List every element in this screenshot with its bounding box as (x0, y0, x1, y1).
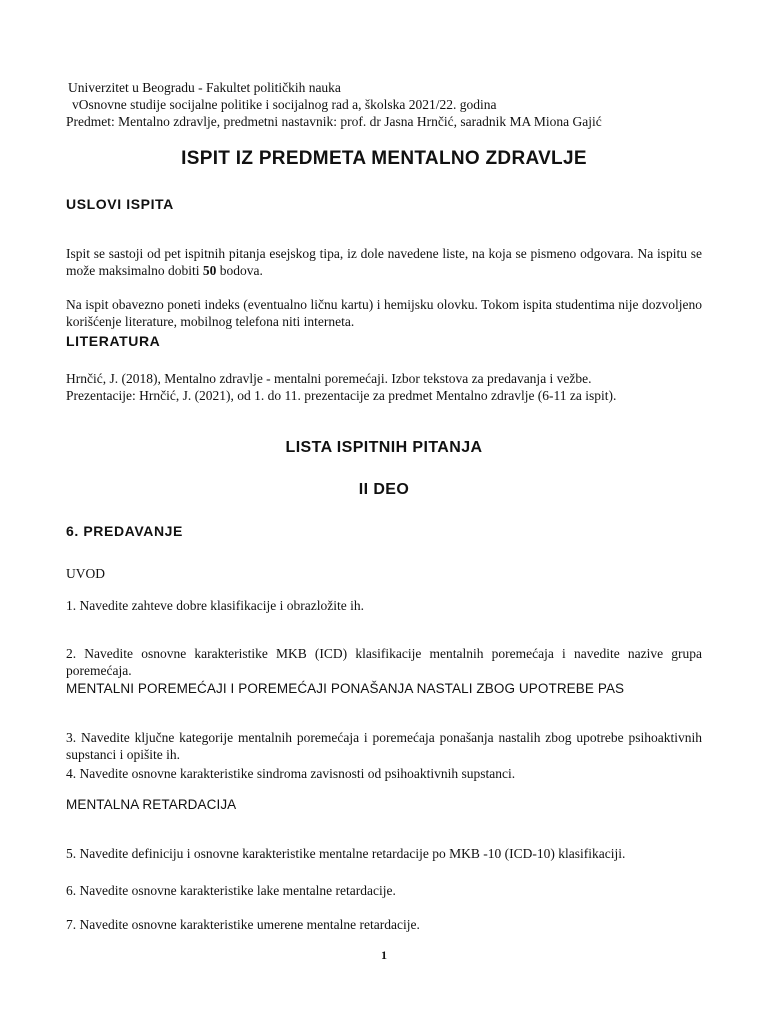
part-heading: II DEO (358, 481, 410, 498)
lecture-heading: 6. PREDAVANJE (66, 523, 183, 539)
pas-subheading: MENTALNI POREMEĆAJI I POREMEĆAJI PONAŠANJA NASTALI ZBOG UPOTREBE PAS (66, 681, 625, 696)
question-5: 5. Navedite definiciju i osnovne karakteristike mentalne retardacije po MKB -10 (ICD-10) klasifikaciji. (66, 845, 626, 861)
question-3: 3. Navedite ključne kategorije mentalnih poremećaja i poremećaja ponašanja nastalih zbog upotrebe psihoaktivnih supstanci i opišite ih. (66, 729, 702, 762)
question-4: 4. Navedite osnovne karakteristike sindroma zavisnosti od psihoaktivnih supstanci. (66, 766, 516, 781)
study-program-line: vOsnovne studije socijalne politike i socijalnog rad a, školska 2021/22. godina (72, 97, 497, 112)
page-title: ISPIT IZ PREDMETA MENTALNO ZDRAVLJE (181, 148, 587, 169)
literature-item-2: Prezentacije: Hrnčić, J. (2021), od 1. do 11. prezentacije za predmet Mentalno zdravlje (6-11 za ispit). (66, 388, 617, 403)
literature-item-1: Hrnčić, J. (2018), Mentalno zdravlje - mentalni poremećaji. Izbor tekstova za predavanja i vežbe. (66, 371, 592, 386)
question-6: 6. Navedite osnovne karakteristike lake mentalne retardacije. (66, 883, 396, 898)
question-7: 7. Navedite osnovne karakteristike umerene mentalne retardacije. (66, 917, 420, 932)
conditions-paragraph-2: Na ispit obavezno poneti indeks (eventualno ličnu kartu) i hemijsku olovku. Tokom ispita studentima nije dozvoljeno korišćenje literature, mobilnog telefona niti interneta. (66, 296, 702, 329)
intro-subheading: UVOD (66, 566, 105, 581)
university-line: Univerzitet u Beogradu - Fakultet političkih nauka (68, 80, 341, 95)
conditions-text-start: Ispit se sastoji od pet ispitnih pitanja esejskog tipa, iz dole navedene liste, na koja se pismeno odgovara. Na ispitu se može maksimalno dobiti (66, 245, 702, 278)
conditions-heading: USLOVI ISPITA (66, 196, 174, 212)
conditions-paragraph-1 (66, 245, 702, 279)
question-1: 1. Navedite zahteve dobre klasifikacije i obrazložite ih. (66, 598, 364, 613)
conditions-text-end: bodova. (216, 262, 263, 278)
question-2: 2. Navedite osnovne karakteristike MKB (ICD) klasifikacije mentalnih poremećaja i navedite nazive grupa poremećaja. (66, 645, 702, 678)
question-list-heading: LISTA ISPITNIH PITANJA (285, 439, 483, 456)
literature-heading: LITERATURA (66, 333, 161, 349)
page-number: 1 (381, 948, 387, 962)
course-line: Predmet: Mentalno zdravlje, predmetni nastavnik: prof. dr Jasna Hrnčić, saradnik MA Miona Gajić (66, 114, 602, 129)
max-points: 50 (202, 262, 217, 278)
retardation-subheading: MENTALNA RETARDACIJA (66, 797, 237, 812)
